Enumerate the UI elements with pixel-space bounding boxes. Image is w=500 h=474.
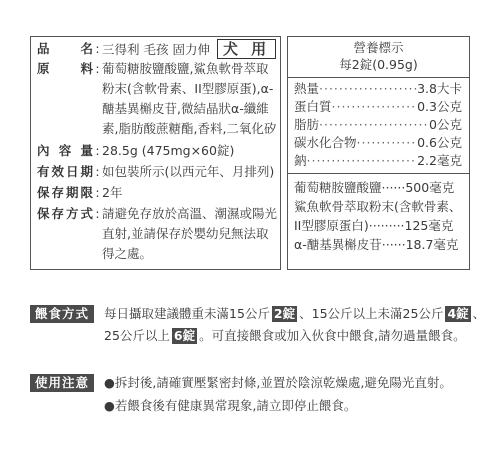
spec-label-ingredients: 原料 — [37, 61, 93, 76]
spec-label-name: 品名 — [37, 41, 93, 56]
nutrient-name: 蛋白質 — [294, 99, 332, 114]
nutrient-value: 0.6公克 — [417, 135, 462, 150]
spec-row-storage: 保存方式 : 請避免存放於高溫、潮濕或陽光 直射,並請保存於嬰幼兒無法取 得之處。 — [37, 204, 277, 264]
caution-tag: 使用注意 — [30, 374, 94, 392]
divider — [288, 173, 469, 174]
active-ingredient-line: 鯊魚軟骨萃取粉末(含軟骨素、 — [294, 199, 462, 214]
ingredients-line: 素,脂肪酸蔗糖酯,香料,二氧化矽 — [102, 121, 277, 136]
spec-label-capacity: 內容量 — [37, 143, 93, 158]
storage-line: 得之處。 — [102, 246, 153, 261]
nutrition-row — [294, 116, 462, 134]
nutrient-name: 脂肪 — [294, 117, 320, 132]
nutrition-row — [294, 80, 462, 98]
ingredients-line: 醣基異槲皮苷,微結晶狀α-纖維 — [102, 101, 269, 116]
active-ingredient-line: α-醣基異槲皮苷······18.7毫克 — [294, 237, 459, 252]
nutrition-title: 營養標示 — [353, 40, 404, 55]
dose-badge: 6錠 — [173, 328, 196, 343]
feeding-line-2: 25公斤以上 6錠 。可直接餵食或加入伙食中餵食,請勿過量餵食。 — [104, 328, 466, 343]
ingredients-line: 粉末(含軟骨素、II型膠原蛋),α- — [102, 81, 274, 96]
ingredients-line: 葡萄糖胺鹽酸鹽,鯊魚軟骨萃取 — [102, 61, 269, 76]
nutrient-value: 2.2毫克 — [417, 153, 462, 168]
nutrient-value: 0公克 — [429, 117, 462, 132]
caution-line-2: ●若餵食後有健康異常現象,請立即停止餵食。 — [104, 398, 357, 413]
nutrition-row — [294, 98, 462, 116]
active-ingredient-line: II型膠原蛋白)·········125毫克 — [294, 218, 454, 233]
feeding-tag: 餵食方式 — [30, 305, 94, 323]
spec-label-expiry: 有效日期 — [37, 164, 93, 179]
spec-row-expiry: 有效日期 : 如包裝所示(以西元年、月排列) — [37, 162, 274, 182]
dose-badge: 2錠 — [273, 306, 296, 321]
storage-line: 請避免存放於高溫、潮濕或陽光 — [102, 206, 278, 221]
shelf-life-value: 2年 — [102, 185, 123, 200]
spec-label-shelf-life: 保存期限 — [37, 185, 93, 200]
storage-line: 直射,並請保存於嬰幼兒無法取 — [102, 226, 269, 241]
divider — [288, 77, 469, 78]
feeding-line-1: 每日攝取建議體重未滿15公斤 2錠 、15公斤以上未滿25公斤 4錠 、 — [104, 306, 486, 321]
product-name: 三得利 毛孩 固力伸 — [102, 42, 210, 57]
capacity-value: 28.5g (475mg×60錠) — [102, 143, 235, 158]
spec-row-capacity: 內容量 : 28.5g (475mg×60錠) — [37, 141, 234, 161]
active-ingredient-line: 葡萄糖胺鹽酸鹽······500毫克 — [294, 180, 455, 195]
spec-label-storage: 保存方式 — [37, 206, 93, 221]
spec-row-ingredients: 原料 : 葡萄糖胺鹽酸鹽,鯊魚軟骨萃取 粉末(含軟骨素、II型膠原蛋),α- 醣基異槲皮苷,微結晶狀α-纖維 素,脂肪酸蔗糖酯,香料,二氧化矽 — [37, 59, 276, 139]
nutrient-name: 鈉 — [294, 153, 307, 168]
spec-row-shelf-life: 保存期限 : 2年 — [37, 183, 122, 203]
nutrient-name: 熱量 — [294, 81, 320, 96]
nutrition-row — [294, 134, 462, 152]
expiry-value: 如包裝所示(以西元年、月排列) — [102, 164, 275, 179]
caution-line-1: ●拆封後,請確實壓緊密封條,並置於陰涼乾燥處,避免陽光直射。 — [104, 375, 452, 390]
spec-row-name: 品名 : 三得利 毛孩 固力伸 犬 用 — [37, 39, 276, 60]
nutrient-value: 3.8大卡 — [417, 81, 462, 96]
nutrition-row — [294, 152, 462, 170]
nutrient-value: 0.3公克 — [417, 99, 462, 114]
storage-text — [102, 204, 277, 264]
product-spec-box — [30, 36, 281, 270]
dose-badge: 4錠 — [447, 306, 469, 321]
nutrition-serving: 每2錠(0.95g) — [339, 57, 418, 72]
nutrition-facts-box — [287, 36, 470, 270]
dog-use-badge: 犬 用 — [217, 39, 276, 59]
ingredients-text — [102, 59, 276, 139]
nutrient-name: 碳水化合物 — [294, 135, 357, 150]
